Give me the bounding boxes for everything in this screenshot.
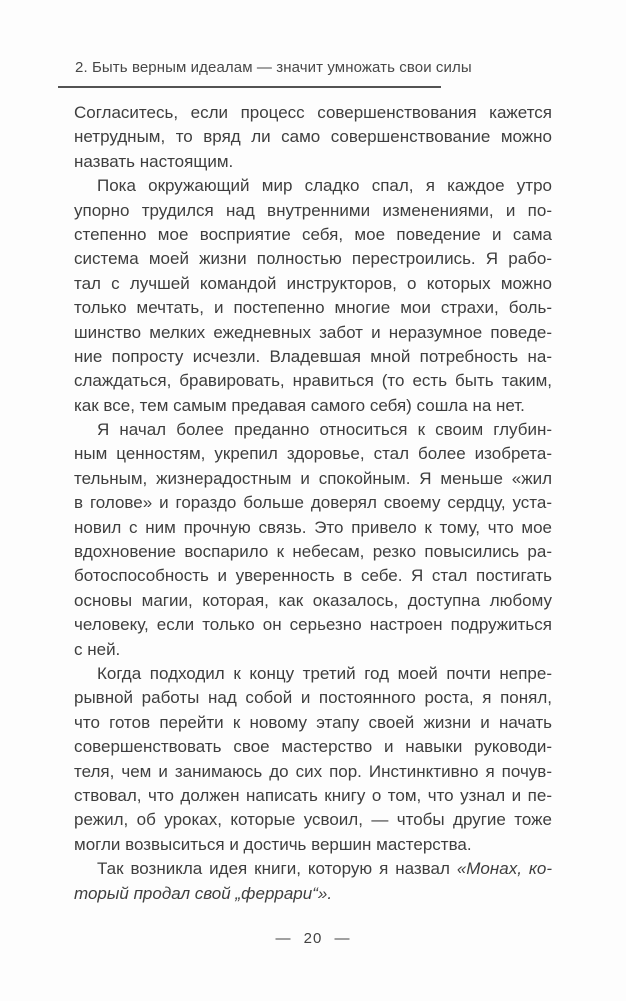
text-line: слаждаться, бравировать, нравиться (то есть быть таким, [74, 371, 552, 391]
text-line: могли возвыситься и достичь вершин мастерства. [74, 834, 472, 854]
text-line: ботоспособность и уверенность в себе. Я стал постигать [74, 566, 552, 586]
text-line: основы магии, которая, как оказалось, доступна любому [74, 590, 552, 610]
text-line: с ней. [74, 639, 121, 659]
text-line: шинство мелких ежедневных забот и неразумное поведе- [74, 322, 552, 342]
text-line: тельным, жизнерадостным и спокойным. Я меньше «жил [74, 468, 552, 488]
text-line: Пока окружающий мир сладко спал, я каждое утро [97, 176, 552, 196]
text-line: только мечтать, и постепенно многие мои страхи, боль- [74, 298, 552, 318]
header-rule [58, 86, 441, 88]
text-line: ным ценностям, укрепил здоровье, стал более изобрета- [74, 444, 552, 464]
body-text [74, 101, 552, 906]
book-title-segment: «Монах, ко- [456, 859, 552, 879]
text-line: человеку, если только он серьезно настроен подружиться [74, 615, 552, 635]
text-line: Согласитесь, если процесс совершенствования кажется [74, 103, 552, 122]
text-line: рывной работы над собой и постоянного роста, я понял, [74, 688, 552, 708]
page-number: — 20 — [275, 930, 351, 947]
text-segment: Так возникла идея книги, которую я назвал [97, 859, 457, 879]
book-title-segment: торый продал свой „феррари“». [74, 883, 333, 903]
text-line: теля, чем и занимаюсь до сих пор. Инстинктивно я почув- [74, 761, 552, 781]
text-line: что готов перейти к новому этапу своей жизни и начать [74, 712, 552, 732]
chapter-header: 2. Быть верным идеалам — значит умножать свои силы [75, 59, 472, 76]
text-line: в голове» и гораздо больше доверял своему сердцу, уста- [74, 493, 552, 513]
text-line: упорно трудился над внутренними изменениями, и по- [74, 200, 552, 220]
text-line: ние попросту исчезли. Владевшая мной потребность на- [74, 346, 552, 366]
text-line: система моей жизни полностью перестроились. Я рабо- [74, 249, 552, 269]
text-line: тал с лучшей командой инструкторов, о которых можно [74, 273, 552, 293]
text-line: нетрудным, то вряд ли само совершенствование можно [74, 127, 552, 147]
text-line: степенно мое восприятие себя, мое поведение и сама [74, 224, 552, 244]
text-line: назвать настоящим. [74, 151, 234, 171]
text-line: режил, об уроках, которые усвоил, — чтобы другие тоже [74, 810, 552, 830]
text-line [74, 857, 552, 881]
text-line: новил с ним прочную связь. Это привело к тому, что мое [74, 517, 552, 537]
text-line: Когда подходил к концу третий год моей почти непре- [97, 663, 552, 683]
text-line: вдохновение воспарило к небесам, резко повысились ра- [74, 542, 552, 562]
text-line: совершенствовать свое мастерство и навыки руководи- [74, 737, 552, 757]
text-line: Я начал более преданно относиться к своим глубин- [97, 420, 552, 440]
text-line [74, 882, 552, 906]
text-line: как все, тем самым предавая самого себя) сошла на нет. [74, 395, 525, 415]
text-line: ствовал, что должен написать книгу о том, что узнал и пе- [74, 785, 552, 805]
